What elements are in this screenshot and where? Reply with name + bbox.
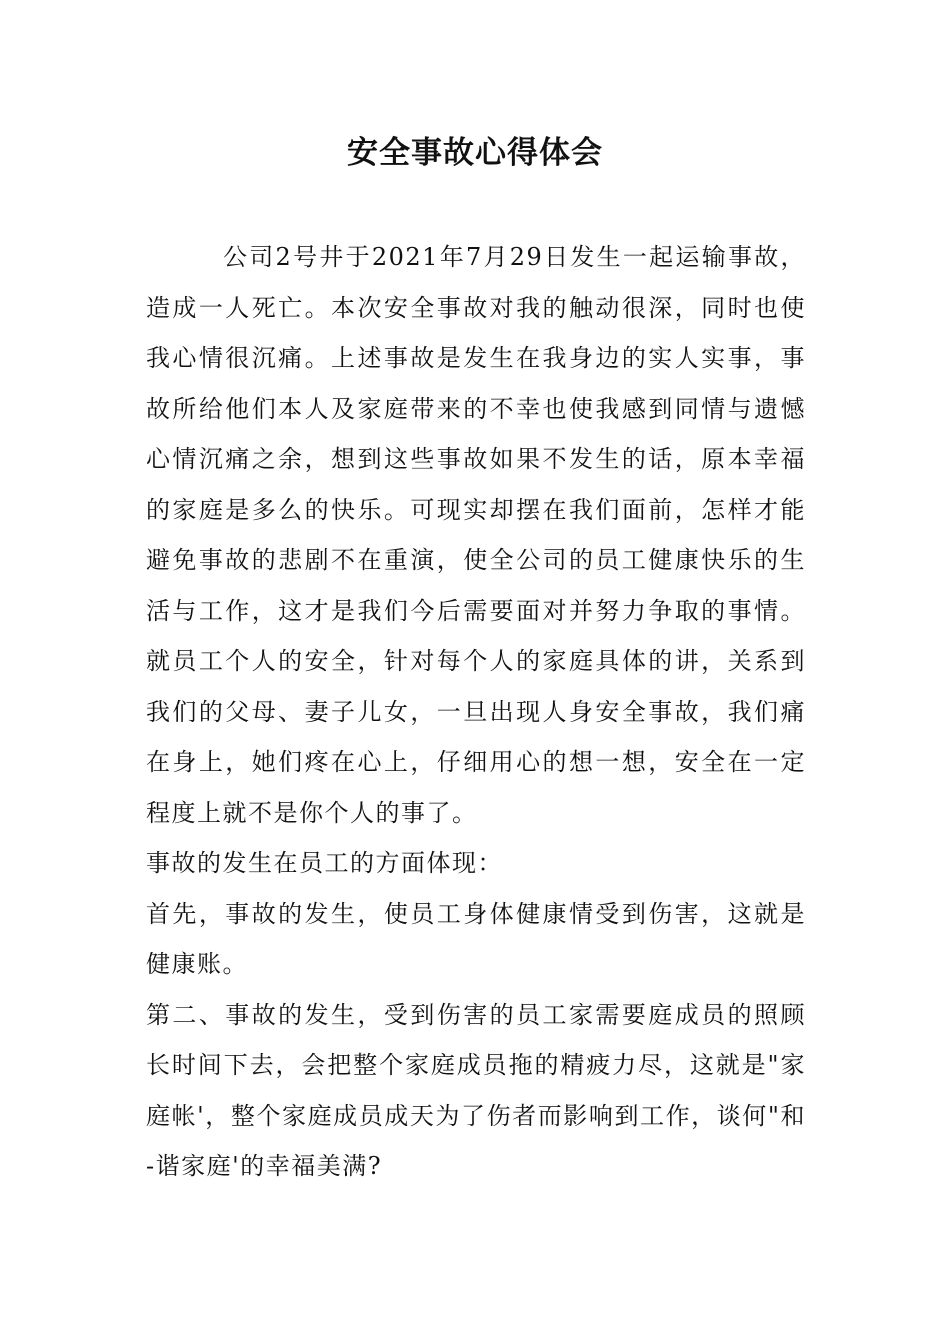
- paragraph-first-point: 首先，事故的发生，使员工身体健康情受到伤害，这就是健康账。: [146, 899, 806, 978]
- document-title: 安全事故心得体会: [347, 135, 603, 171]
- paragraph-second-point: 第二、事故的发生，受到伤害的员工家需要庭成员的照顾长时间下去，会把整个家庭成员拖的精疲力尽，这就是"家庭帐'，整个家庭成员成天为了伤者而影响到工作，谈何"和-谐家庭'的幸福美满?: [146, 1000, 806, 1180]
- paragraph-incident-reflection: 公司2号井于2021年7月29日发生一起运输事故，造成一人死亡。本次安全事故对我的触动很深，同时也使我心情很沉痛。上述事故是发生在我身边的实人实事，事故所给他们本人及家庭带来的不幸也使我感到同情与遗憾心情沉痛之余，想到这些事故如果不发生的话，原本幸福的家庭是多么的快乐。可现实却摆在我们面前，怎样才能避免事故的悲剧不在重演，使全公司的员工健康快乐的生活与工作，这才是我们今后需要面对并努力争取的事情。就员工个人的安全，针对每个人的家庭具体的讲，关系到我们的父母、妻子儿女，一旦出现人身安全事故，我们痛在身上，她们疼在心上，仔细用心的想一想，安全在一定程度上就不是你个人的事了。: [146, 243, 806, 827]
- document-body: [146, 232, 806, 1192]
- paragraph-employee-aspects-heading: 事故的发生在员工的方面体现：: [146, 849, 503, 877]
